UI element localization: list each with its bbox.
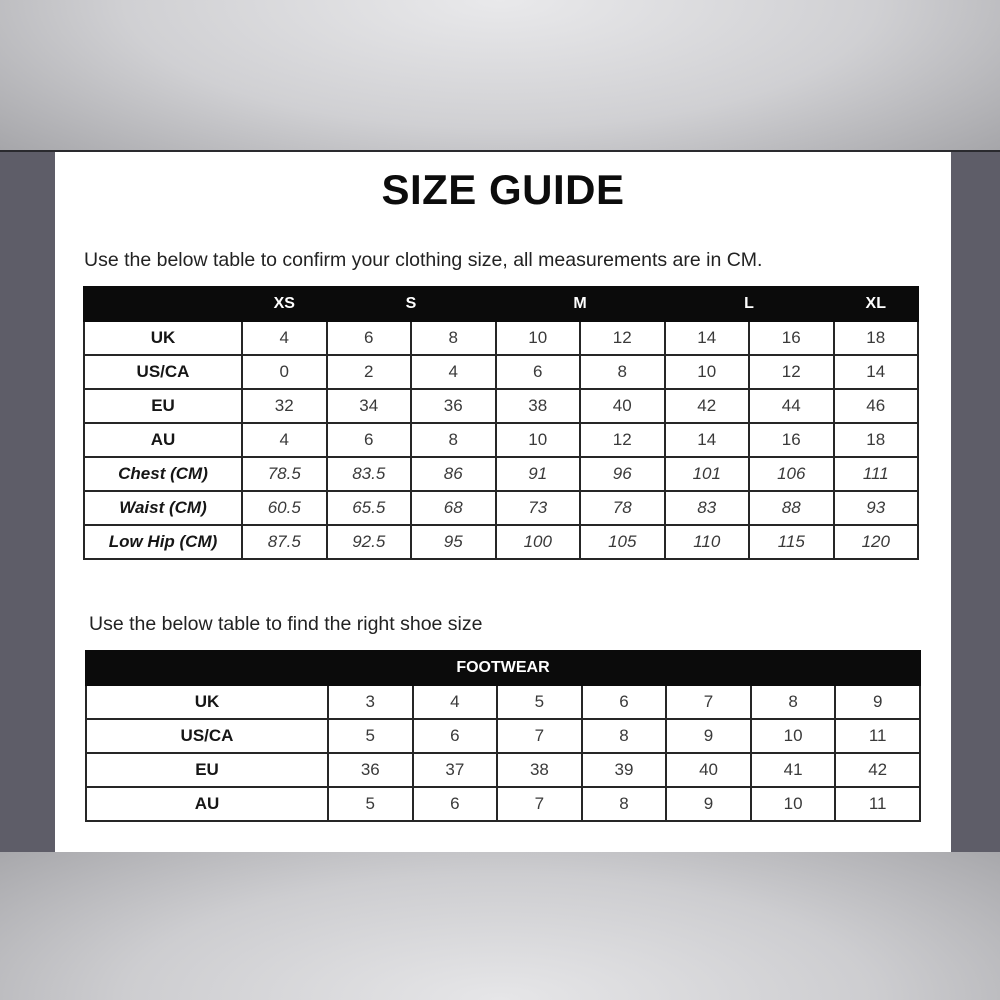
table-cell: 8 [411,321,496,355]
table-cell: 42 [835,753,920,787]
table-cell: 6 [582,685,667,719]
table-cell: 37 [413,753,498,787]
table-row [84,389,918,423]
table-cell: 41 [751,753,836,787]
table-cell: 5 [328,719,413,753]
table-cell: 42 [665,389,750,423]
table-cell: 32 [242,389,327,423]
table-cell: 38 [497,753,582,787]
clothing-caption: Use the below table to confirm your clothing size, all measurements are in CM. [84,249,763,271]
table-cell: 4 [242,423,327,457]
header-blank [84,287,242,321]
table-cell: 10 [665,355,750,389]
table-cell: 2 [327,355,412,389]
size-guide-sheet [55,152,951,852]
row-label: Chest (CM) [84,457,242,491]
header-xs: XS [242,287,327,321]
table-cell: 6 [327,423,412,457]
footwear-header: FOOTWEAR [86,651,920,685]
row-label: EU [84,389,242,423]
table-cell: 83 [665,491,750,525]
row-label: US/CA [86,719,328,753]
table-cell: 7 [666,685,751,719]
row-label: AU [84,423,242,457]
table-cell: 36 [411,389,496,423]
table-cell: 4 [411,355,496,389]
table-cell: 7 [497,787,582,821]
table-cell: 36 [328,753,413,787]
table-row [84,491,918,525]
table-cell: 14 [665,321,750,355]
table-cell: 46 [834,389,919,423]
footwear-header-row [86,651,920,685]
table-cell: 87.5 [242,525,327,559]
table-cell: 0 [242,355,327,389]
table-cell: 93 [834,491,919,525]
row-label: US/CA [84,355,242,389]
table-cell: 14 [665,423,750,457]
table-cell: 92.5 [327,525,412,559]
table-row [86,753,920,787]
table-cell: 39 [582,753,667,787]
table-cell: 11 [835,787,920,821]
table-cell: 10 [496,423,581,457]
table-cell: 11 [835,719,920,753]
table-cell: 6 [327,321,412,355]
table-cell: 34 [327,389,412,423]
table-cell: 100 [496,525,581,559]
table-cell: 7 [497,719,582,753]
table-cell: 40 [666,753,751,787]
table-cell: 68 [411,491,496,525]
table-row [86,787,920,821]
row-label: Low Hip (CM) [84,525,242,559]
table-cell: 8 [411,423,496,457]
backdrop-top [0,0,1000,150]
table-cell: 73 [496,491,581,525]
table-cell: 88 [749,491,834,525]
table-cell: 9 [835,685,920,719]
table-cell: 14 [834,355,919,389]
table-cell: 96 [580,457,665,491]
table-cell: 12 [749,355,834,389]
table-cell: 8 [751,685,836,719]
table-cell: 115 [749,525,834,559]
table-cell: 86 [411,457,496,491]
table-row [84,321,918,355]
table-cell: 78.5 [242,457,327,491]
table-cell: 18 [834,321,919,355]
table-cell: 10 [496,321,581,355]
footwear-caption: Use the below table to find the right shoe size [89,613,483,635]
table-row [84,525,918,559]
table-row [84,457,918,491]
table-cell: 8 [582,787,667,821]
table-cell: 44 [749,389,834,423]
table-cell: 120 [834,525,919,559]
clothing-header-row [84,287,918,321]
table-cell: 4 [413,685,498,719]
table-cell: 60.5 [242,491,327,525]
table-cell: 8 [580,355,665,389]
header-xl: XL [834,287,919,321]
table-cell: 110 [665,525,750,559]
table-cell: 78 [580,491,665,525]
table-cell: 3 [328,685,413,719]
table-cell: 40 [580,389,665,423]
header-m: M [496,287,665,321]
table-cell: 38 [496,389,581,423]
table-row [86,719,920,753]
table-cell: 65.5 [327,491,412,525]
table-row [84,423,918,457]
row-label: AU [86,787,328,821]
row-label: EU [86,753,328,787]
table-cell: 105 [580,525,665,559]
backdrop-bottom [0,852,1000,1000]
table-cell: 91 [496,457,581,491]
page-title: SIZE GUIDE [381,166,625,213]
table-cell: 106 [749,457,834,491]
row-label: UK [86,685,328,719]
table-cell: 111 [834,457,919,491]
table-cell: 95 [411,525,496,559]
table-cell: 83.5 [327,457,412,491]
table-cell: 4 [242,321,327,355]
table-cell: 10 [751,787,836,821]
table-cell: 5 [497,685,582,719]
table-cell: 9 [666,719,751,753]
table-cell: 12 [580,423,665,457]
table-cell: 9 [666,787,751,821]
table-cell: 8 [582,719,667,753]
footwear-size-table [85,650,921,822]
table-row [84,355,918,389]
table-cell: 6 [496,355,581,389]
table-cell: 10 [751,719,836,753]
table-cell: 16 [749,423,834,457]
table-cell: 5 [328,787,413,821]
row-label: UK [84,321,242,355]
table-cell: 101 [665,457,750,491]
clothing-size-table [83,286,919,560]
row-label: Waist (CM) [84,491,242,525]
table-cell: 6 [413,719,498,753]
table-cell: 12 [580,321,665,355]
table-cell: 6 [413,787,498,821]
table-cell: 16 [749,321,834,355]
header-l: L [665,287,834,321]
header-s: S [327,287,496,321]
table-row [86,685,920,719]
table-cell: 18 [834,423,919,457]
